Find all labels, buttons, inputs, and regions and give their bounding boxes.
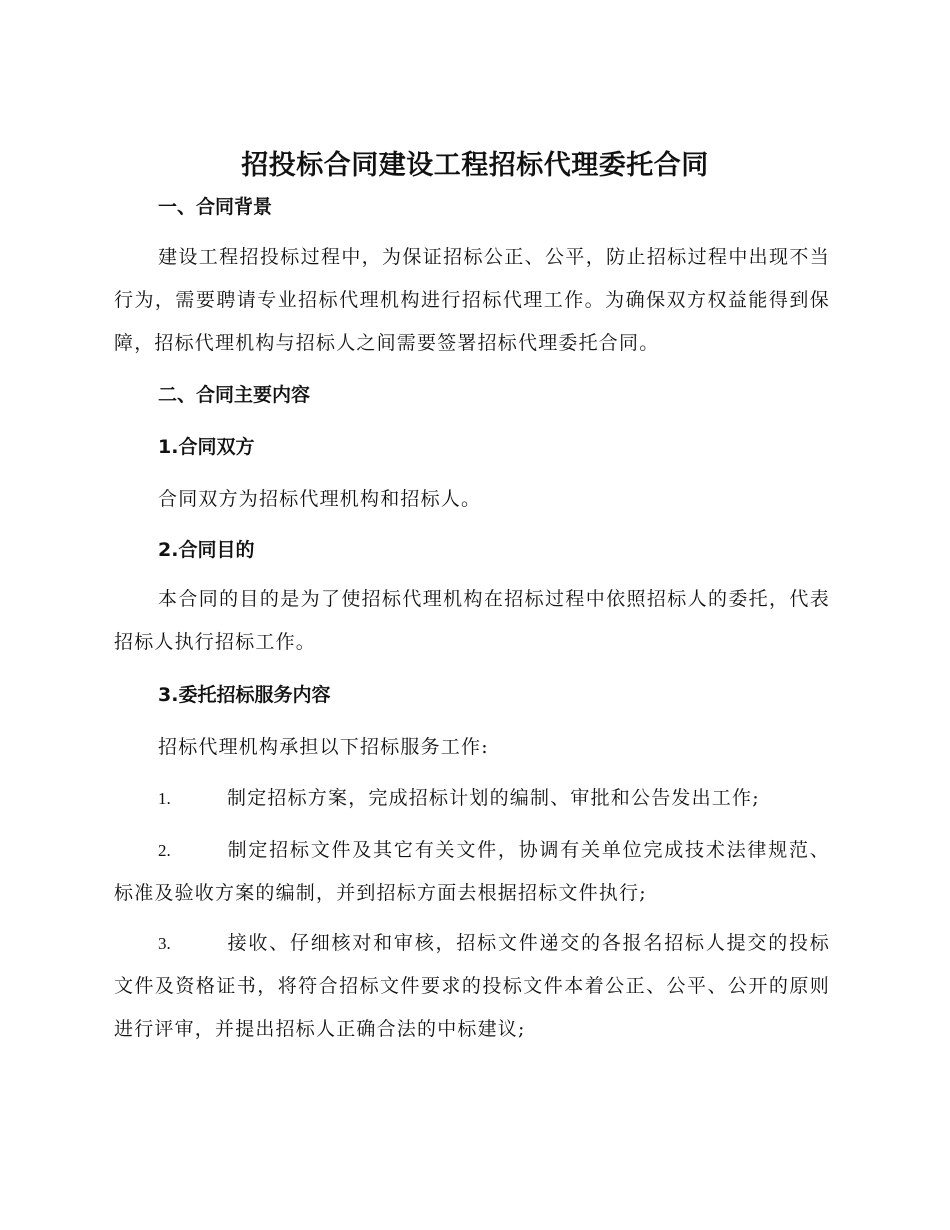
purpose-paragraph: 本合同的目的是为了使招标代理机构在招标过程中依照招标人的委托，代表招标人执行招标工作。 — [114, 588, 830, 653]
service-item — [114, 777, 830, 820]
list-number: 3. — [158, 934, 171, 953]
section-heading-main-content: 二、合同主要内容 — [158, 384, 311, 406]
subheading-services: 3.委托招标服务内容 — [158, 684, 331, 706]
list-item-text: 制定招标方案，完成招标计划的编制、审批和公告发出工作; — [227, 787, 760, 809]
services-intro: 招标代理机构承担以下招标服务工作: — [158, 736, 489, 758]
background-paragraph: 建设工程招投标过程中，为保证招标公正、公平，防止招标过程中出现不当行为，需要聘请专业招标代理机构进行招标代理工作。为确保双方权益能得到保障，招标代理机构与招标人之间需要签署招标代理委托合同。 — [114, 246, 830, 354]
document-title: 招投标合同建设工程招标代理委托合同 — [241, 150, 709, 181]
list-item-text: 接收、仔细核对和审核，招标文件递交的各报名招标人提交的投标文件及资格证书，将符合招标文件要求的投标文件本着公正、公平、公开的原则进行评审，并提出招标人正确合法的中标建议; — [114, 932, 830, 1040]
list-item-text: 制定招标文件及其它有关文件，协调有关单位完成技术法律规范、标准及验收方案的编制，并到招标方面去根据招标文件执行; — [114, 839, 830, 904]
section-heading-background: 一、合同背景 — [158, 196, 273, 218]
service-item — [114, 922, 830, 1051]
subheading-purpose: 2.合同目的 — [158, 539, 255, 561]
subheading-parties: 1.合同双方 — [158, 436, 255, 458]
service-item — [114, 829, 830, 915]
list-number: 1. — [158, 789, 171, 808]
parties-text: 合同双方为招标代理机构和招标人。 — [158, 488, 482, 510]
list-number: 2. — [158, 841, 171, 860]
